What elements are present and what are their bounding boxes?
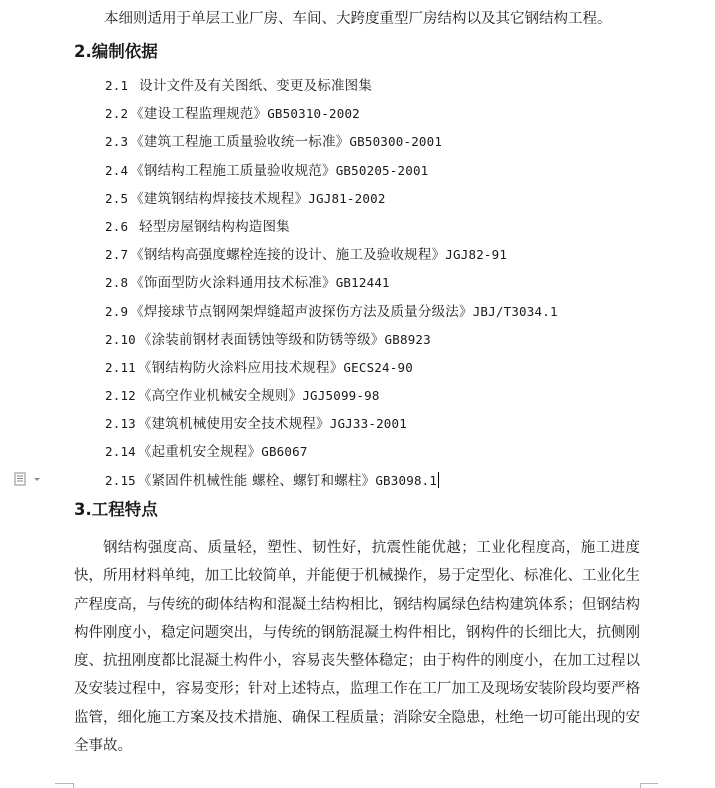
basis-item-code: GB50310-2002	[267, 106, 360, 122]
page-corner-mark-right	[640, 783, 658, 784]
basis-item-code: JGJ33-2001	[329, 416, 407, 432]
basis-item	[105, 213, 558, 241]
basis-item-title: 《钢结构高强度螺栓连接的设计、施工及验收规程》	[130, 247, 446, 264]
basis-item-number: 2.5	[105, 190, 129, 206]
basis-item-code: JBJ/T3034.1	[472, 303, 558, 319]
basis-item-title: 《饰面型防火涂料通用技术标准》	[130, 275, 336, 292]
basis-item-title: 《高空作业机械安全规则》	[137, 388, 303, 405]
basis-item	[105, 269, 558, 297]
basis-item-code: GB6067	[261, 444, 308, 460]
basis-item-title: 《钢结构防火涂料应用技术规程》	[137, 359, 344, 376]
basis-item	[105, 241, 558, 269]
basis-item-number: 2.13	[105, 416, 136, 432]
basis-item	[105, 467, 558, 495]
basis-item-title: 《建筑钢结构焊接技术规程》	[130, 190, 309, 207]
basis-item-number: 2.9	[105, 303, 129, 319]
section-3-paragraph: 钢结构强度高、质量轻，塑性、韧性好，抗震性能优越；工业化程度高，施工进度快，所用材料单纯，加工比较简单，并能便于机械操作，易于定型化、标准化、工业化生产程度高，与传统的砌体结构和混凝土结构相比，钢结构属绿色结构建筑体系；但钢结构构件刚度小，稳定问题突出，与传统的钢筋混凝土构件相比，钢构件的长细比大，抗侧刚度、抗扭刚度都比混凝土构件小，容易丧失整体稳定；由于构件的刚度小，在加工过程以及安装过程中，容易变形；针对上述特点，监理工作在工厂加工及现场安装阶段均要严格监管，细化施工方案及技术措施、确保工程质量；消除安全隐患，杜绝一切可能出现的安全事故。	[74, 540, 640, 755]
basis-item-code: GB12441	[335, 275, 390, 291]
basis-item-number: 2.8	[105, 275, 129, 291]
basis-item	[105, 410, 558, 438]
basis-list	[105, 72, 558, 495]
basis-item-number: 2.15	[105, 472, 136, 488]
basis-item-number: 2.1	[105, 78, 129, 93]
basis-item-code: GECS24-90	[343, 359, 413, 375]
text-cursor	[438, 472, 439, 488]
basis-item	[105, 326, 558, 354]
section-3-heading: 3.工程特点	[74, 500, 158, 519]
section-2-heading: 2.编制依据	[74, 42, 158, 61]
basis-item	[105, 382, 558, 410]
basis-item-number: 2.6	[105, 218, 129, 234]
basis-item-code: GB50205-2001	[335, 162, 429, 178]
basis-item-title: 《起重机安全规程》	[137, 444, 262, 461]
basis-item	[105, 128, 558, 156]
page-corner-mark-left-vertical	[73, 783, 74, 788]
basis-item-number: 2.3	[105, 134, 129, 150]
basis-item-title: 《钢结构工程施工质量验收规范》	[130, 162, 336, 179]
basis-item-title: 《建设工程监理规范》	[130, 106, 268, 123]
basis-item-number: 2.14	[105, 444, 136, 460]
paragraph-options-icon[interactable]	[14, 471, 42, 485]
basis-item-title: 设计文件及有关图纸、变更及标准图集	[130, 78, 373, 94]
basis-item-code: JGJ81-2002	[308, 190, 386, 206]
basis-item-title: 《焊接球节点钢网架焊缝超声波探伤方法及质量分级法》	[130, 303, 473, 320]
basis-item-number: 2.2	[105, 106, 129, 122]
basis-item	[105, 72, 558, 100]
basis-item-title: 《建筑机械使用安全技术规程》	[137, 416, 330, 433]
basis-item	[105, 157, 558, 185]
basis-item	[105, 438, 558, 466]
basis-item-number: 2.10	[105, 331, 136, 347]
basis-item-code: GB3098.1	[375, 472, 438, 488]
page-corner-mark-left	[55, 783, 73, 784]
basis-item-title: 《建筑工程施工质量验收统一标准》	[130, 134, 350, 151]
basis-item	[105, 100, 558, 128]
basis-item-title: 《紧固件机械性能 螺栓、螺钉和螺柱》	[137, 472, 376, 489]
basis-item-code: GB8923	[384, 331, 431, 347]
basis-item-title: 轻型房屋钢结构构造图集	[130, 218, 290, 235]
basis-item-number: 2.12	[105, 388, 136, 404]
basis-item	[105, 354, 558, 382]
page-corner-mark-right-vertical	[640, 783, 641, 788]
basis-item-number: 2.11	[105, 359, 136, 375]
basis-item	[105, 298, 558, 326]
basis-item	[105, 185, 558, 213]
intro-sentence: 本细则适用于单层工业厂房、车间、大跨度重型厂房结构以及其它钢结构工程。	[104, 11, 612, 27]
basis-item-number: 2.7	[105, 247, 129, 263]
basis-item-code: GB50300-2001	[349, 134, 443, 150]
basis-item-title: 《涂装前钢材表面锈蚀等级和防锈等级》	[137, 331, 385, 348]
basis-item-code: JGJ82-91	[445, 247, 508, 263]
basis-item-number: 2.4	[105, 162, 129, 178]
basis-item-code: JGJ5099-98	[302, 388, 380, 404]
